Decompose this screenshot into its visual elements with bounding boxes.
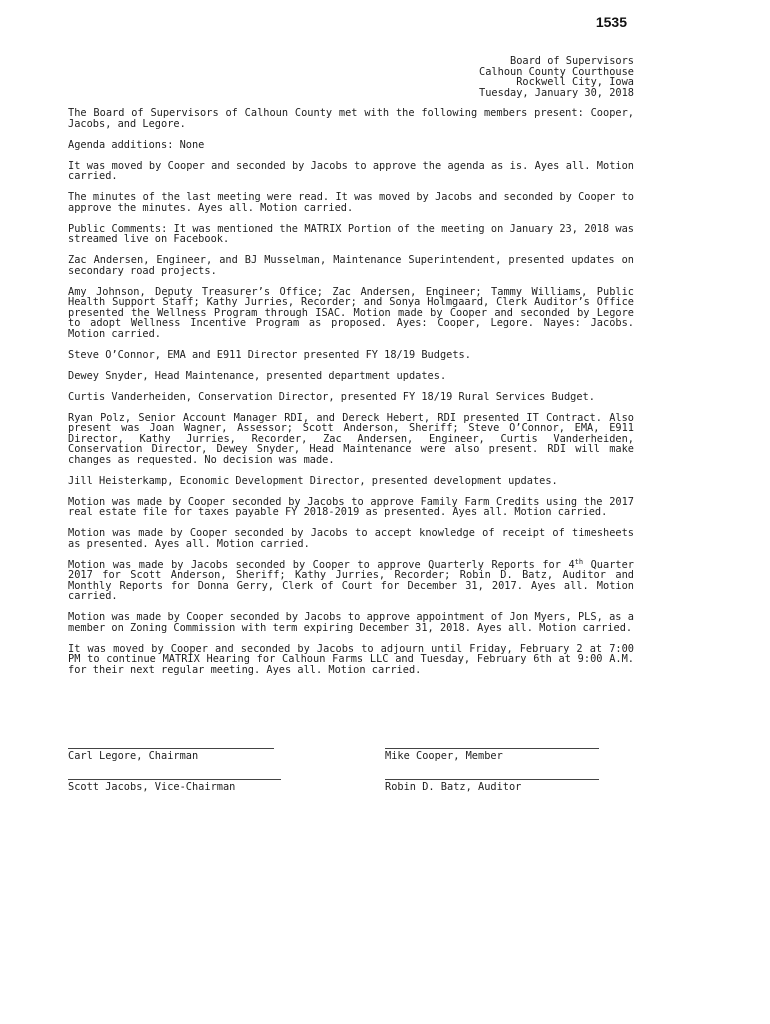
signature-chairman	[68, 748, 274, 762]
quarterly-text-start: Motion was made by Jacobs seconded by Cooper to approve Quarterly Reports for 4	[68, 558, 575, 571]
minutes-body	[68, 108, 634, 675]
paragraph-wellness-program: Amy Johnson, Deputy Treasurer’s Office; Zac Andersen, Engineer; Tammy Williams, Public Health Support Staff; Kathy Jurries, Recorder; and Sonya Holmgaard, Clerk Auditor’s Office presented the Wellness Program through ISAC. Motion made by Cooper and seconded by Legore to adopt Wellness Incentive Program as proposed. Ayes: Cooper, Legore. Nayes: Jacobs. Motion carried.	[68, 285, 634, 340]
signature-vice-chairman	[68, 779, 281, 793]
signature-name-chairman: Carl Legore, Chairman	[68, 750, 199, 762]
signature-member	[385, 748, 599, 762]
header-courthouse: Calhoun County Courthouse	[479, 65, 634, 78]
paragraph-timesheets: Motion was made by Cooper seconded by Jacobs to accept knowledge of receipt of timesheets as presented. Ayes all. Motion carried.	[68, 527, 634, 550]
quarterly-text-end: Quarter 2017 for Scott Anderson, Sheriff; Kathy Jurries, Recorder; Robin D. Batz, Auditor and Monthly Reports for Donna Gerry, Clerk of Court for December 31, 2017. Ayes all. Motion carried.	[68, 558, 634, 602]
signature-name-vice-chairman: Scott Jacobs, Vice-Chairman	[68, 781, 236, 793]
paragraph-secondary-roads: Zac Andersen, Engineer, and BJ Musselman, Maintenance Superintendent, presented updates on secondary road projects.	[68, 254, 634, 277]
paragraph-family-farm-credits: Motion was made by Cooper seconded by Jacobs to approve Family Farm Credits using the 2017 real estate file for taxes payable FY 2018-2019 as presented. Ayes all. Motion carried.	[68, 495, 634, 518]
paragraph-quarterly-reports	[68, 557, 634, 602]
signature-name-auditor: Robin D. Batz, Auditor	[385, 781, 522, 793]
paragraph-approve-agenda: It was moved by Cooper and seconded by Jacobs to approve the agenda as is. Ayes all. Motion carried.	[68, 159, 634, 182]
paragraph-conservation: Curtis Vanderheiden, Conservation Director, presented FY 18/19 Rural Services Budget.	[68, 390, 595, 403]
signature-line	[68, 779, 281, 780]
paragraph-public-comments: Public Comments: It was mentioned the MATRIX Portion of the meeting on January 23, 2018 was streamed live on Facebook.	[68, 222, 634, 245]
paragraph-ema-budget: Steve O’Connor, EMA and E911 Director presented FY 18/19 Budgets.	[68, 348, 471, 361]
paragraph-approve-minutes: The minutes of the last meeting were read. It was moved by Jacobs and seconded by Cooper to approve the minutes. Ayes all. Motion carried.	[68, 191, 634, 214]
signature-line	[385, 748, 599, 749]
signature-line	[385, 779, 599, 780]
quarterly-superscript: th	[574, 557, 584, 566]
meeting-header	[334, 56, 634, 98]
paragraph-attendance: The Board of Supervisors of Calhoun County met with the following members present: Cooper, Jacobs, and Legore.	[68, 107, 634, 130]
signature-name-member: Mike Cooper, Member	[385, 750, 503, 762]
paragraph-zoning-appointment: Motion was made by Cooper seconded by Jacobs to approve appointment of Jon Myers, PLS, as a member on Zoning Commission with term expiring December 31, 2018. Ayes all. Motion carried.	[68, 611, 634, 634]
paragraph-agenda-additions: Agenda additions: None	[68, 138, 205, 151]
page-number: 1535	[595, 14, 627, 30]
paragraph-economic-development: Jill Heisterkamp, Economic Development Director, presented development updates.	[68, 474, 558, 487]
header-board: Board of Supervisors	[510, 55, 634, 67]
signature-auditor	[385, 779, 599, 793]
paragraph-adjourn: It was moved by Cooper and seconded by Jacobs to adjourn until Friday, February 2 at 7:00 PM to continue MATRIX Hearing for Calhoun Farms LLC and Tuesday, February 6th at 9:00 A.M. for their next regular meeting. Ayes all. Motion carried.	[68, 642, 634, 676]
signature-line	[68, 748, 274, 749]
header-city: Rockwell City, Iowa	[516, 76, 634, 88]
header-date: Tuesday, January 30, 2018	[479, 86, 634, 99]
paragraph-it-contract: Ryan Polz, Senior Account Manager RDI, and Dereck Hebert, RDI presented IT Contract. Also present was Joan Wagner, Assessor; Scott Anderson, Sheriff; Steve O’Connor, EMA, E911 Director, Kathy Jurries, Recorder, Zac Andersen, Engineer, Curtis Vanderheiden, Conservation Director, Dewey Snyder, Head Maintenance were also present. RDI will make changes as requested. No decision was made.	[68, 411, 634, 466]
paragraph-maintenance: Dewey Snyder, Head Maintenance, presented department updates.	[68, 369, 447, 382]
